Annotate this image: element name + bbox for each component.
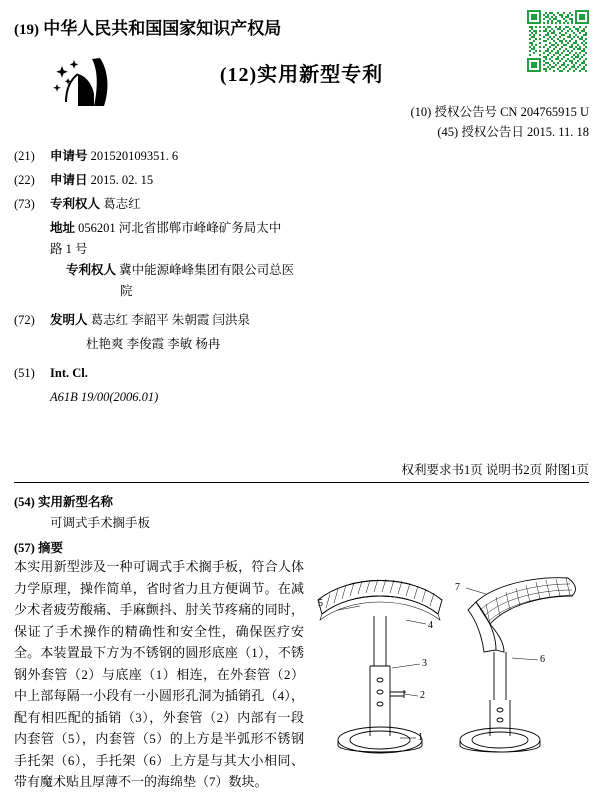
publication-number-line <box>411 102 589 120</box>
intcl-code: (51) <box>14 366 35 380</box>
application-number-code: (21) <box>14 149 35 163</box>
application-date-value: 2015. 02. 15 <box>90 173 154 187</box>
application-date-row <box>14 170 434 191</box>
section-54-code: (54) <box>14 495 35 509</box>
figure-callout-6: 6 <box>540 654 545 665</box>
utility-model-name-block <box>14 492 150 534</box>
publication-number-label: (10) 授权公告号 <box>410 105 497 119</box>
claims-pagination-line: 权利要求书1页 说明书2页 附图1页 <box>401 463 589 477</box>
address-line-2: 路 1 号 <box>50 242 88 256</box>
publication-date-label: (45) 授权公告日 <box>437 125 524 139</box>
co-patentee-line-2: 院 <box>120 284 133 298</box>
section-54-label: 实用新型名称 <box>37 495 113 509</box>
abstract-text <box>14 556 304 793</box>
patentee-address-row-2 <box>14 239 434 260</box>
patentee-code: (73) <box>14 197 35 211</box>
doc-type-text: 实用新型专利 <box>257 64 384 86</box>
publication-date-value: 2015. 11. 18 <box>526 125 589 139</box>
intcl-value: A61B 19/00(2006.01) <box>50 390 159 404</box>
patentee-label: 专利权人 <box>50 197 101 211</box>
figure-callout-3: 3 <box>422 658 427 669</box>
doc-type-code: (12) <box>219 64 258 86</box>
co-patentee-line-1: 冀中能源峰峰集团有限公司总医 <box>119 263 295 277</box>
figure-callout-2: 2 <box>420 690 425 701</box>
section-57-code: (57) <box>14 541 35 555</box>
abstract-header <box>14 538 63 556</box>
abstract-figure <box>300 540 595 770</box>
inventors-line-1: 葛志红 李韶平 朱朝霞 闫洪泉 <box>90 313 251 327</box>
patentee-address-row <box>14 218 434 239</box>
horizontal-divider <box>14 482 589 483</box>
address-label: 地址 <box>50 221 76 235</box>
application-number-row <box>14 146 434 167</box>
address-line-1: 056201 河北省邯郸市峰峰矿务局太中 <box>78 221 282 235</box>
figure-callout-4: 4 <box>428 620 433 631</box>
figure-callout-1: 1 <box>418 732 423 743</box>
co-patentee-row <box>14 260 434 281</box>
utility-model-name: 可调式手术搁手板 <box>50 516 151 530</box>
figure-callout-7: 7 <box>455 582 460 593</box>
inventors-row <box>14 310 434 331</box>
header-office-name: 中华人民共和国国家知识产权局 <box>43 19 282 38</box>
application-date-label: 申请日 <box>50 173 88 187</box>
application-date-code: (22) <box>14 173 35 187</box>
intcl-label: Int. Cl. <box>50 366 88 380</box>
inventors-line-2: 杜艳爽 李俊霞 李敏 杨冉 <box>86 337 221 351</box>
header-office-line <box>14 14 281 39</box>
abstract-paragraph: 本实用新型涉及一种可调式手术搁手板，符合人体力学原理，操作简单，省时省力且方便调节。在减少术者疲劳酸痛、手麻颤抖、肘关节疼痛的同时，保证了手术操作的精确性和安全性，确保医疗安全。本装置最下方为不锈钢的圆形底座（1），不锈钢外套管（2）与底座（1）相连，在外套管（2）中上部每隔一小段有一小圆形孔洞为插销孔（4），配有相匹配的插销（3），外套管（2）内部有一段内套管（5），内套管（5）的上方是半弧形不锈钢手托架（6），手托架（6）上方是与其大小相同、带有魔术贴且厚薄不一的海绵垫（7）数块。 <box>14 559 304 789</box>
bibliographic-block <box>14 146 434 408</box>
doc-type-title <box>0 58 603 87</box>
application-number-value: 201520109351. 6 <box>90 149 179 163</box>
figure-callout-5: 5 <box>318 598 323 609</box>
application-number-label: 申请号 <box>50 149 88 163</box>
publication-number-value: CN 204765915 U <box>500 105 589 119</box>
patentee-value: 葛志红 <box>103 197 141 211</box>
publication-date-line <box>437 122 589 140</box>
section-57-label: 摘要 <box>37 541 63 555</box>
co-patentee-label: 专利权人 <box>66 263 117 277</box>
inventors-row-2 <box>14 334 434 355</box>
header-code-19: (19) <box>14 22 39 38</box>
co-patentee-row-2 <box>14 281 434 302</box>
patentee-row <box>14 194 434 215</box>
inventors-label: 发明人 <box>50 313 88 327</box>
inventors-code: (72) <box>14 313 35 327</box>
section-54-header <box>14 492 150 513</box>
intcl-row <box>14 363 434 384</box>
